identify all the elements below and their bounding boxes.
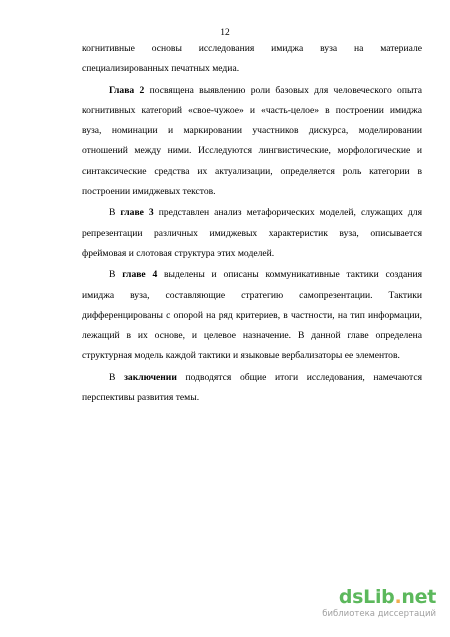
conclusion-line-first: [109, 372, 422, 384]
chapter-4-prefix: В: [109, 269, 123, 280]
dslib-logo-dot: .: [394, 586, 402, 608]
chapter-3-line-first: [109, 207, 422, 219]
chapter-4-label: главе 4: [122, 269, 158, 280]
conclusion-label: заключении: [124, 372, 177, 383]
dslib-logo-main: dsLib: [338, 586, 395, 608]
conclusion-text: подводятся общие итоги исследования, намечаются: [176, 372, 422, 383]
paragraph-line: структурная модель каждой тактики и языковые вербализаторы ее элементов.: [82, 350, 400, 361]
paragraph-line: имиджа вуза, составляющие стратегию самопрезентации. Тактики: [82, 290, 422, 301]
paragraph-line: специализированных печатных медиа.: [82, 63, 240, 74]
chapter-4-text: выделены и описаны коммуникативные тактики создания: [157, 269, 422, 280]
dslib-watermark: [322, 586, 436, 630]
chapter-4-line-first: [109, 269, 422, 281]
chapter-2-text: посвящена выявлению роли базовых для человеческого опыта: [144, 85, 423, 96]
paragraph-line: когнитивные основы исследования имиджа вуза на материале: [82, 43, 422, 54]
dslib-logo: [339, 586, 436, 608]
paragraph-line: перспективы развития темы.: [82, 392, 200, 403]
page-number: 12: [220, 28, 230, 38]
paragraph-line: когнитивных категорий «свое-чужое» и «часть-целое» в построении имиджа: [82, 105, 422, 116]
chapter-2-line-first: [109, 85, 422, 97]
paragraph-line: дифференцированы с опорой на ряд критериев, в частности, на тип информации,: [82, 310, 422, 321]
paragraph-line: синтаксические средства их актуализации, определяется роль категории в: [82, 166, 422, 177]
paragraph-line: репрезентации различных имиджевых характеристик вуза, описывается: [82, 228, 422, 239]
chapter-2-label: Глава 2: [109, 85, 145, 96]
dslib-logo-tld: net: [401, 586, 436, 608]
paragraph-line: фреймовая и слотовая структура этих моделей.: [82, 248, 275, 259]
chapter-3-label: главе 3: [120, 207, 154, 218]
chapter-3-text: представлен анализ метафорических моделей, служащих для: [153, 207, 422, 218]
paragraph-line: лежащий в их основе, и целевое назначение. В данной главе определена: [82, 330, 422, 341]
paragraph-line: отношений между ними. Исследуются лингвистические, морфологические и: [82, 145, 422, 156]
paragraph-line: построении имиджевых текстов.: [82, 186, 216, 197]
chapter-3-prefix: В: [109, 207, 121, 218]
paragraph-line: вуза, номинации и маркировании участников дискурса, моделировании: [82, 125, 422, 136]
conclusion-prefix: В: [109, 372, 125, 383]
dslib-subtitle: библиотека диссертаций: [322, 609, 436, 619]
